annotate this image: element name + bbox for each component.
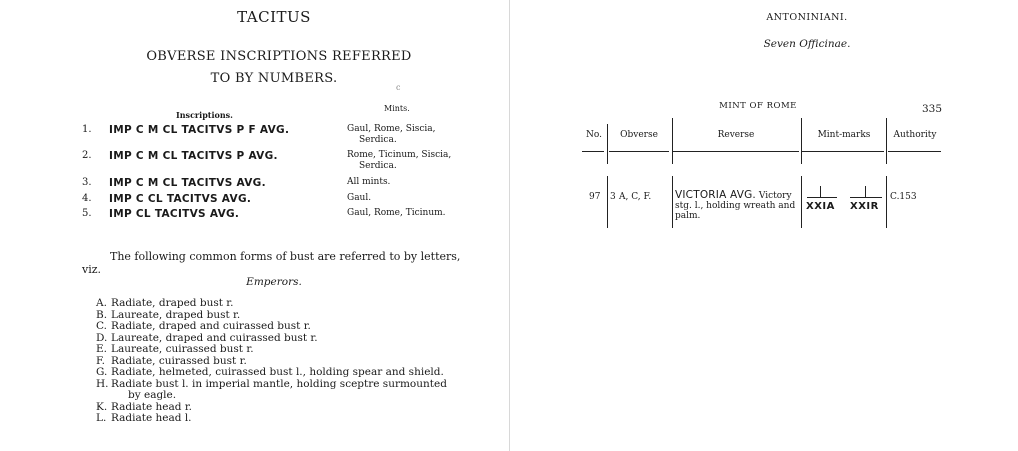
mintmark: XXIA	[806, 201, 835, 212]
mintmark-exergue-line	[807, 197, 837, 198]
inscription-text: IMP C M CL TACITVS P AVG.	[109, 150, 278, 162]
section-heading-line-2: TO BY NUMBERS.	[210, 71, 338, 86]
stray-mark: c	[396, 83, 401, 92]
column-divider	[607, 124, 608, 164]
reverse-description	[675, 190, 795, 221]
inscription-mints	[347, 124, 436, 146]
mintmark-exergue-line	[850, 197, 882, 198]
column-header-no: No.	[586, 130, 602, 140]
column-divider	[886, 118, 887, 164]
column-divider	[672, 176, 673, 228]
mints-line: Rome, Ticinum, Siscia,	[347, 150, 452, 160]
page-title: TACITUS	[237, 8, 311, 26]
bust-text: Radiate head l.	[111, 412, 192, 424]
mint-heading: MINT OF ROME	[719, 101, 797, 111]
inscription-text: IMP C M CL TACITVS P F AVG.	[109, 124, 290, 136]
table-rule	[609, 151, 669, 152]
table-rule	[802, 151, 884, 152]
bust-list	[96, 298, 496, 425]
reverse-text: stg. l., holding wreath and	[675, 201, 796, 211]
inscription-number: 2.	[82, 150, 92, 161]
reverse-legend: VICTORIA AVG.	[675, 189, 756, 201]
bust-letter: G.	[96, 366, 108, 378]
bust-text: Radiate, helmeted, cuirassed bust l., holding spear and shield.	[111, 366, 444, 378]
inscription-text: IMP C CL TACITVS AVG.	[109, 193, 252, 205]
inscription-number: 3.	[82, 177, 92, 188]
running-title: ANTONINIANI.	[766, 12, 848, 23]
bust-letter: L.	[96, 412, 107, 424]
bust-text-cont: by eagle.	[128, 389, 177, 401]
intro-line: The following common forms of bust are referred to by letters,	[110, 250, 461, 263]
bust-text: Laureate, draped and cuirassed bust r.	[111, 331, 318, 344]
bust-text: Radiate bust l. in imperial mantle, holding sceptre surmounted	[111, 377, 447, 390]
inscription-mints: Gaul, Rome, Ticinum.	[347, 208, 446, 218]
bust-text: Radiate, draped bust r.	[111, 297, 234, 309]
column-header-mintmarks: Mint-marks	[817, 130, 871, 140]
subtitle: Seven Officinae.	[763, 38, 851, 50]
mintmark-field-bar	[820, 186, 821, 197]
table-rule	[888, 151, 941, 152]
bust-letter: H.	[96, 377, 109, 390]
inscription-mints	[347, 150, 451, 172]
reverse-text: Victory	[758, 191, 792, 201]
table-rule	[582, 151, 604, 152]
inscription-mints: All mints.	[347, 177, 391, 187]
bust-letter: F.	[96, 354, 105, 367]
table-rule	[673, 151, 799, 152]
inscription-number: 5.	[82, 208, 92, 219]
bust-text: Radiate, draped and cuirassed bust r.	[111, 320, 311, 332]
entry-number: 97	[589, 192, 601, 202]
bust-letter: E.	[96, 343, 108, 355]
bust-letter: K.	[96, 400, 108, 413]
mints-line-cont: Serdica.	[359, 161, 397, 171]
inscription-mints: Gaul.	[347, 193, 372, 203]
inscription-number: 4.	[82, 193, 92, 204]
obverse-busts: A, C, F.	[619, 192, 652, 202]
bust-letter: A.	[96, 297, 107, 309]
mints-line-cont: Serdica.	[359, 135, 397, 145]
mintmark: XXIR	[850, 201, 879, 212]
authority-ref: C.153	[890, 192, 917, 202]
list-item	[96, 379, 496, 402]
list-item	[96, 413, 496, 425]
section-heading-line-1: OBVERSE INSCRIPTIONS REFERRED	[146, 49, 412, 64]
column-divider	[886, 176, 887, 228]
column-divider	[607, 176, 608, 228]
column-header-reverse: Reverse	[717, 130, 755, 140]
column-header-mints: Mints.	[384, 104, 410, 113]
mintmark-field-bar	[865, 186, 866, 197]
mints-line: Gaul, Rome, Siscia,	[347, 124, 436, 134]
intro-paragraph	[82, 250, 462, 276]
right-page	[510, 0, 1018, 451]
emperors-heading: Emperors.	[246, 276, 302, 288]
inscription-text: IMP C M CL TACITVS AVG.	[109, 177, 266, 189]
bust-text: Laureate, cuirassed bust r.	[111, 343, 254, 355]
column-header-inscriptions: Inscriptions.	[176, 110, 233, 120]
intro-line: viz.	[82, 263, 102, 276]
column-header-authority: Authority	[893, 130, 937, 140]
column-divider	[801, 118, 802, 164]
bust-letter: B.	[96, 308, 108, 321]
bust-text: Radiate head r.	[111, 400, 193, 413]
inscription-text: IMP CL TACITVS AVG.	[109, 208, 240, 220]
obverse-inscription-ref: 3	[610, 192, 616, 202]
column-divider	[672, 118, 673, 164]
inscription-number: 1.	[82, 124, 92, 135]
bust-letter: C.	[96, 320, 107, 332]
bust-letter: D.	[96, 331, 108, 344]
column-divider	[801, 176, 802, 228]
page-number: 335	[922, 103, 943, 115]
bust-text: Radiate, cuirassed bust r.	[111, 354, 247, 367]
reverse-text: palm.	[675, 211, 701, 221]
bust-text: Laureate, draped bust r.	[111, 308, 241, 321]
column-header-obverse: Obverse	[620, 130, 658, 140]
